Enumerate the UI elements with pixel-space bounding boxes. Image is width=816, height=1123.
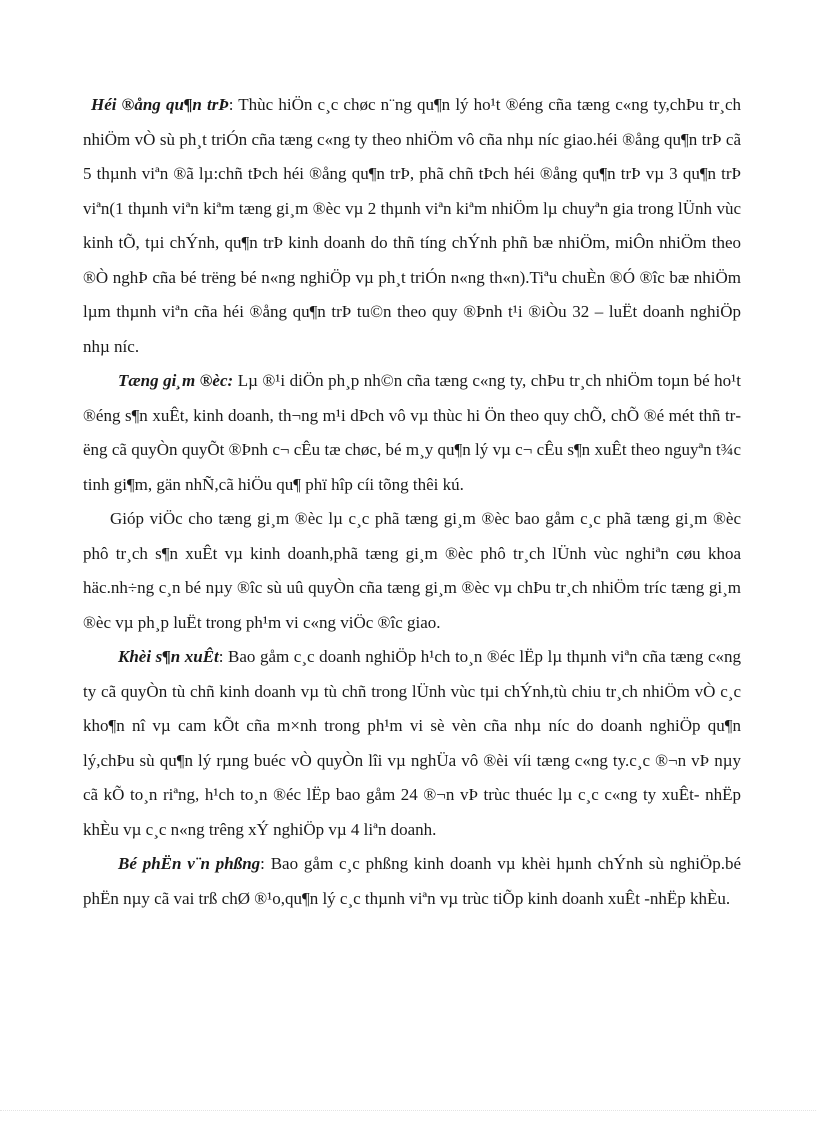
paragraph-office-department xyxy=(83,847,741,916)
page-bottom-divider xyxy=(0,1110,816,1111)
paragraph-deputy-directors xyxy=(83,502,741,640)
paragraph-board-of-directors xyxy=(83,88,741,364)
text-office-department: : Bao gåm c¸c phßng kinh doanh vµ khèi hµnh chÝnh sù nghiÖp.bé phËn nµy cã vai trß chØ ®¹o,qu¶n lý c¸c thµnh viªn vµ trùc tiÕp kinh doanh xuÊt -nhËp khÈu. xyxy=(83,854,741,908)
paragraph-production-block xyxy=(83,640,741,847)
document-body xyxy=(83,88,741,916)
heading-production-block: Khèi s¶n xuÊt xyxy=(118,647,219,666)
text-board-of-directors: : Thùc hiÖn c¸c chøc n¨ng qu¶n lý ho¹t ®éng cña tæng c«ng ty,chÞu tr¸ch nhiÖm vÒ sù ph¸t triÓn cña tæng c«ng ty theo nhiÖm vô cña nhµ níc giao.héi ®ång qu¶n trÞ cã 5 thµnh viªn ®ã lµ:chñ tÞch héi ®ång qu¶n trÞ, phã chñ tÞch héi ®ång qu¶n trÞ vµ 3 qu¶n trÞ viªn(1 thµnh viªn kiªm tæng gi¸m ®èc vµ 2 thµnh viªn kiªm nhiÖm lµ chuyªn gia trong lÜnh vùc kinh tÕ, tµi chÝnh, qu¶n trÞ kinh doanh do thñ tíng chÝnh phñ bæ nhiÖm, miÔn nhiÖm theo ®Ò nghÞ cña bé trëng bé n«ng nghiÖp vµ ph¸t triÓn n«ng th«n).Tiªu chuÈn ®Ó ®îc bæ nhiÖm lµm thµnh viªn cña héi ®ång qu¶n trÞ tu©n theo quy ®Þnh t¹i ®iÒu 32 – luËt doanh nghiÖp nhµ níc. xyxy=(83,95,742,356)
text-general-director: Lµ ®¹i diÖn ph¸p nh©n cña tæng c«ng ty, chÞu tr¸ch nhiÖm toµn bé ho¹t ®éng s¶n xuÊt, kinh doanh, th¬ng m¹i dÞch vô vµ thùc hi Ön theo quy chÕ, chÕ ®é mét thñ trëng cã quyÒn quyÕt ®Þnh c¬ cÊu tæ chøc, bé m¸y qu¶n lý vµ c¬ cÊu s¶n xuÊt theo nguyªn t¾c tinh gi¶m, gän nhÑ,cã hiÖu qu¶ phï hîp cíi tõng thêi kú. xyxy=(83,371,741,494)
heading-office-department: Bé phËn v¨n phßng xyxy=(118,854,261,873)
heading-general-director: Tæng gi¸m ®èc: xyxy=(118,371,234,390)
heading-board-of-directors: Héi ®ång qu¶n trÞ xyxy=(91,95,229,114)
text-production-block: : Bao gåm c¸c doanh nghiÖp h¹ch to¸n ®éc lËp lµ thµnh viªn cña tæng c«ng ty cã quyÒn tù chñ kinh doanh vµ tù chñ trong lÜnh vùc tµi chÝnh,tù chiu tr¸ch nhiÖm vÒ c¸c kho¶n nî vµ cam kÕt cña m×nh trong ph¹m vi sè vèn cña nhµ níc do doanh nghiÖp qu¶n lý,chÞu sù qu¶n lý rµng buéc vÒ quyÒn lîi vµ nghÜa vô ®èi víi tæng c«ng ty.c¸c ®¬n vÞ nµy cã kÕ to¸n riªng, h¹ch to¸n ®éc lËp bao gåm 24 ®¬n vÞ trùc thuéc lµ c¸c c«ng ty xuÊt- nhËp khÈu vµ c¸c n«ng trêng xÝ nghiÖp vµ 4 liªn doanh. xyxy=(83,647,741,839)
paragraph-general-director xyxy=(83,364,741,502)
text-deputy-directors: Gióp viÖc cho tæng gi¸m ®èc lµ c¸c phã tæng gi¸m ®èc bao gåm c¸c phã tæng gi¸m ®èc phô tr¸ch s¶n xuÊt vµ kinh doanh,phã tæng gi¸m ®èc phô tr¸ch lÜnh vùc nghiªn cøu khoa häc.nh÷ng c¸n bé nµy ®îc sù uû quyÒn cña tæng gi¸m ®èc vµ chÞu tr¸ch nhiÖm tríc tæng gi¸m ®èc vµ ph¸p luËt trong ph¹m vi c«ng viÖc ®îc giao. xyxy=(83,509,741,632)
